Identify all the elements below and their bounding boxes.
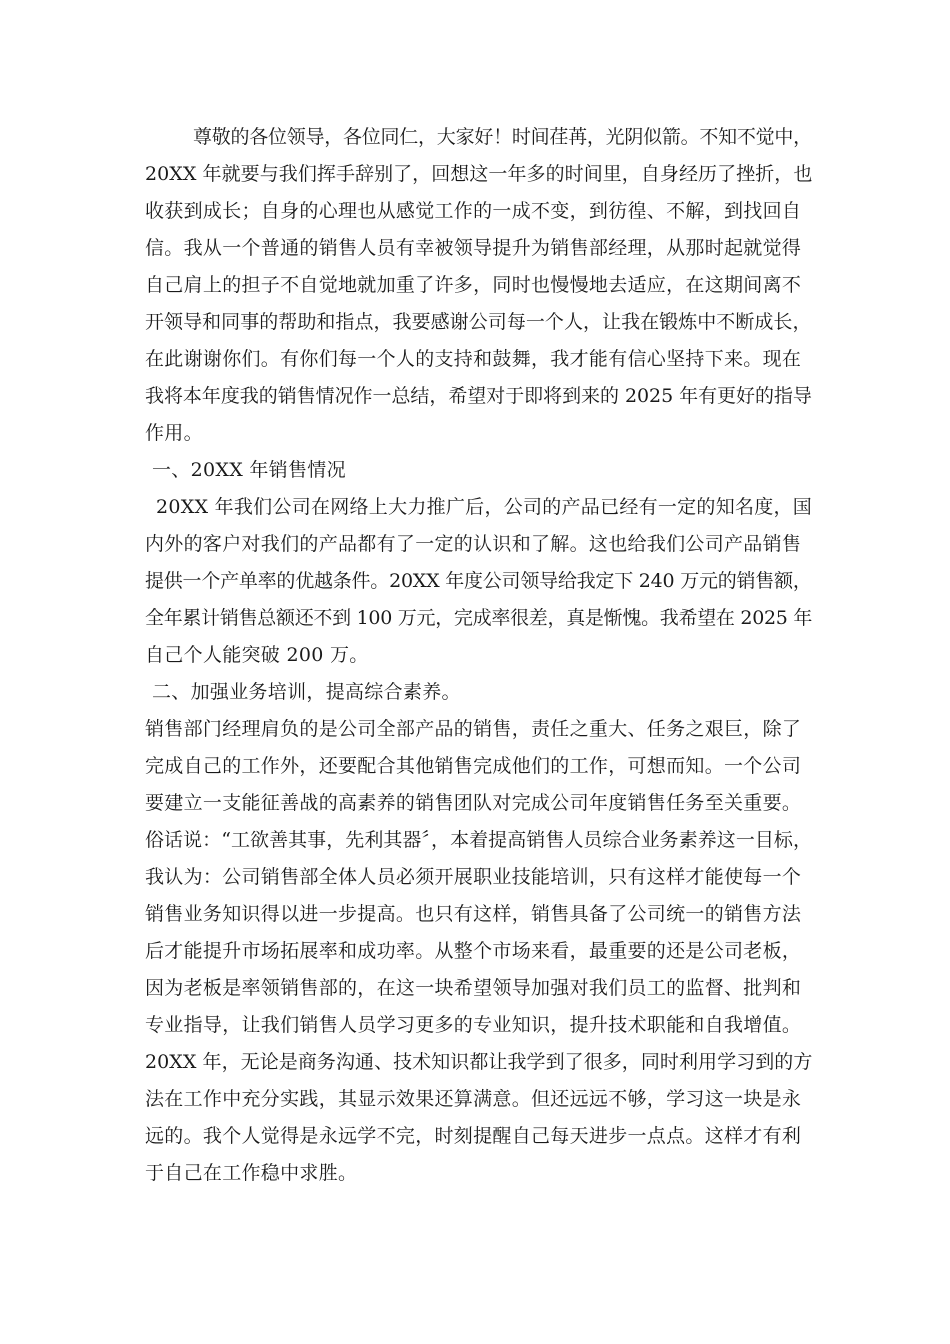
paragraph-line: 20XX 年我们公司在网络上大力推广后，公司的产品已经有一定的知名度，国 — [156, 496, 813, 518]
paragraph-line: 要建立一支能征善战的高素养的销售团队对完成公司年度销售任务至关重要。 — [145, 792, 802, 814]
paragraph-line: 销售部门经理肩负的是公司全部产品的销售，责任之重大、任务之艰巨，除了 — [145, 718, 802, 740]
paragraph-line: 专业指导，让我们销售人员学习更多的专业知识，提升技术职能和自我增值。 — [145, 1014, 802, 1036]
paragraph-line: 我认为：公司销售部全体人员必须开展职业技能培训，只有这样才能使每一个 — [145, 866, 802, 888]
paragraph-line: 20XX 年，无论是商务沟通、技术知识都让我学到了很多，同时利用学习到的方 — [145, 1051, 813, 1073]
paragraph-line: 于自己在工作稳中求胜。 — [145, 1162, 358, 1184]
paragraph-line: 在此谢谢你们。有你们每一个人的支持和鼓舞，我才能有信心坚持下来。现在 — [145, 348, 802, 370]
paragraph-line: 开领导和同事的帮助和指点，我要感谢公司每一个人，让我在锻炼中不断成长， — [145, 311, 812, 333]
paragraph-line: 尊敬的各位领导，各位同仁，大家好！时间荏苒，光阴似箭。不知不觉中， — [193, 126, 812, 148]
paragraph-line: 收获到成长；自身的心理也从感觉工作的一成不变，到彷徨、不解，到找回自 — [145, 200, 802, 222]
paragraph-line: 20XX 年就要与我们挥手辞别了，回想这一年多的时间里，自身经历了挫折，也 — [145, 163, 813, 185]
paragraph-line: 全年累计销售总额还不到 100 万元，完成率很差，真是惭愧。我希望在 2025 年 — [145, 607, 813, 629]
paragraph-line: 完成自己的工作外，还要配合其他销售完成他们的工作，可想而知。一个公司 — [145, 755, 802, 777]
paragraph-line: 信。我从一个普通的销售人员有幸被领导提升为销售部经理，从那时起就觉得 — [145, 237, 802, 259]
paragraph-line: 销售业务知识得以进一步提高。也只有这样，销售具备了公司统一的销售方法 — [145, 903, 802, 925]
paragraph-line: 我将本年度我的销售情况作一总结，希望对于即将到来的 2025 年有更好的指导 — [145, 385, 812, 407]
paragraph-line: 因为老板是率领销售部的，在这一块希望领导加强对我们员工的监督、批判和 — [145, 977, 802, 999]
paragraph-line: 法在工作中充分实践，其显示效果还算满意。但还远远不够，学习这一块是永 — [145, 1088, 802, 1110]
paragraph-line: 自己个人能突破 200 万。 — [145, 644, 369, 666]
paragraph-line: 自己肩上的担子不自觉地就加重了许多，同时也慢慢地去适应，在这期间离不 — [145, 274, 802, 296]
paragraph-line: 提供一个产单率的优越条件。20XX 年度公司领导给我定下 240 万元的销售额， — [145, 570, 812, 592]
paragraph-line: 后才能提升市场拓展率和成功率。从整个市场来看，最重要的还是公司老板， — [145, 940, 802, 962]
paragraph-line: 俗话说：“工欲善其事，先利其器〞，本着提高销售人员综合业务素养这一目标， — [145, 829, 813, 851]
paragraph-line: 作用。 — [145, 422, 203, 444]
section-heading: 一、20XX 年销售情况 — [152, 459, 346, 481]
section-heading: 二、加强业务培训，提高综合素养。 — [152, 681, 461, 703]
paragraph-line: 内外的客户对我们的产品都有了一定的认识和了解。这也给我们公司产品销售 — [145, 533, 802, 555]
paragraph-line: 远的。我个人觉得是永远学不完，时刻提醒自己每天进步一点点。这样才有利 — [145, 1125, 802, 1147]
